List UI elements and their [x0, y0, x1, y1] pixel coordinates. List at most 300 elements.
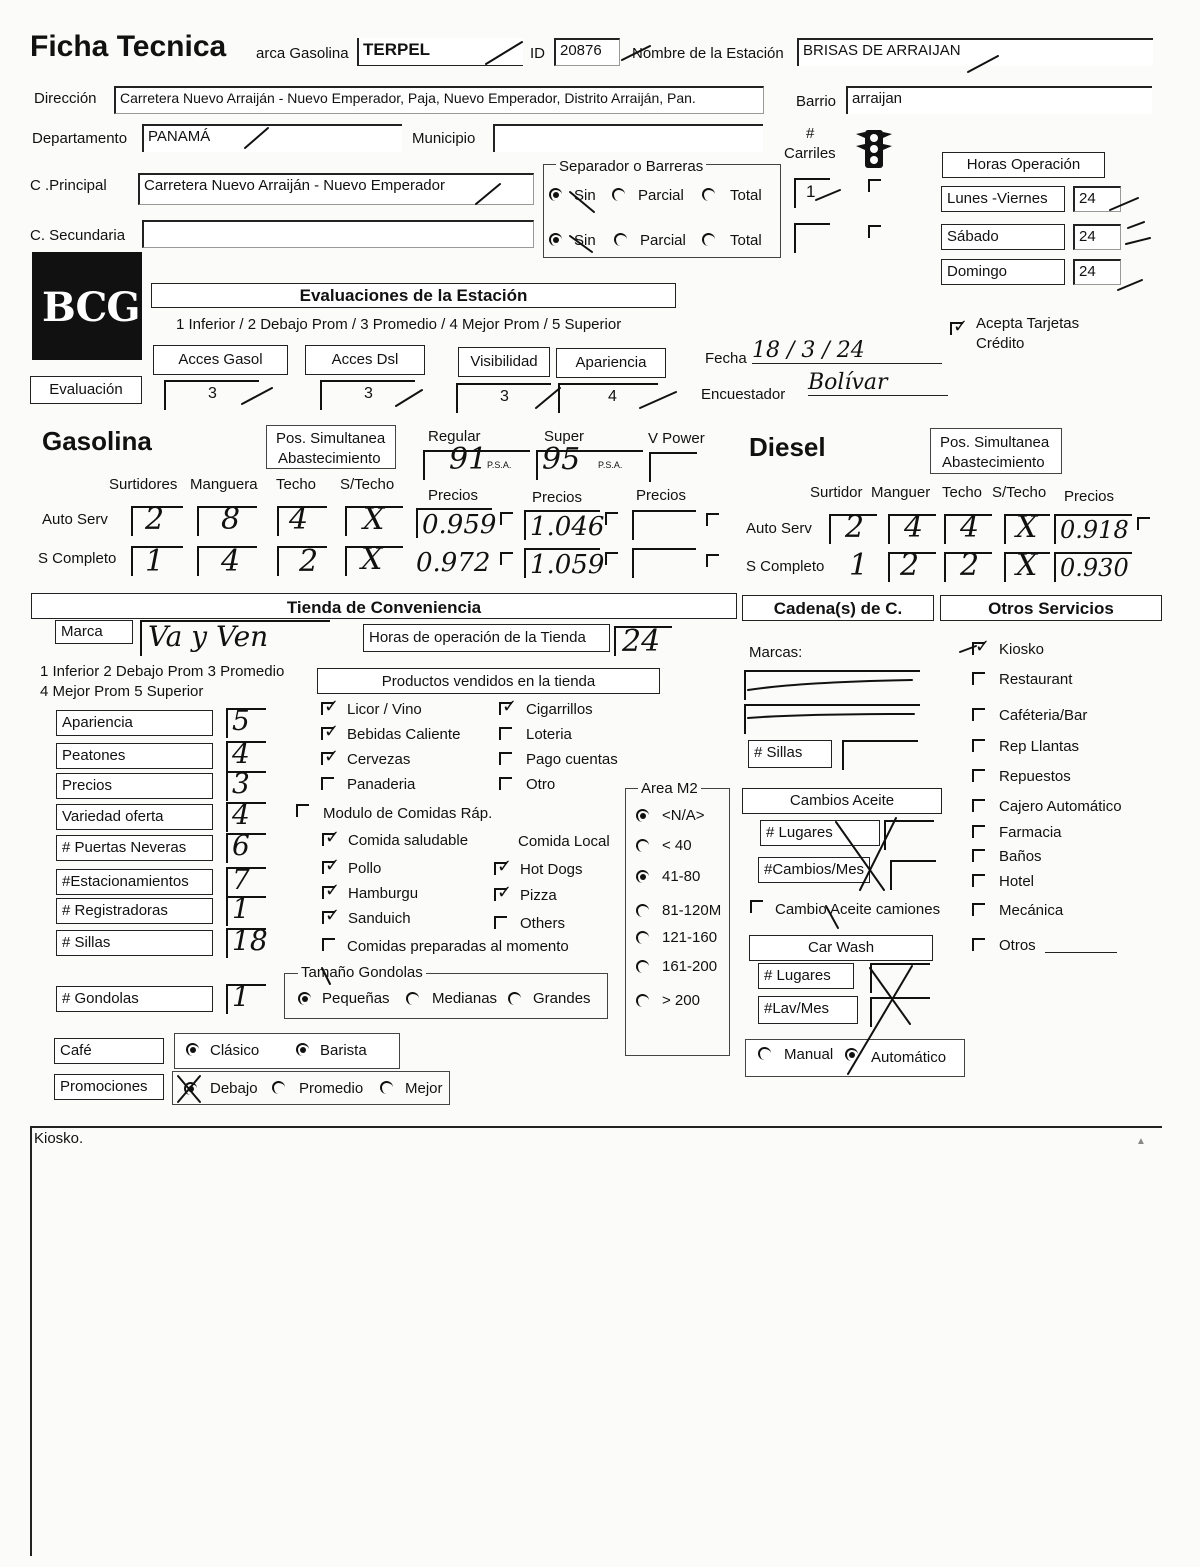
tienda-horas-field[interactable]	[614, 624, 672, 659]
carwash-lav-field[interactable]	[870, 997, 930, 1027]
pen-mark	[1126, 222, 1150, 244]
acces-dsl-label: Acces Dsl	[305, 345, 425, 375]
fecha-label: Fecha	[705, 350, 747, 367]
producto-right-checkbox-0[interactable]	[499, 702, 512, 715]
promociones-label: Promociones	[54, 1074, 164, 1100]
area-radio-0[interactable]	[636, 809, 649, 822]
dsl-sc-manguera-value: 2	[900, 548, 920, 583]
area-radio-6[interactable]	[636, 994, 649, 1007]
producto-left-label-3: Panaderia	[347, 776, 416, 793]
gas-sc-super-check[interactable]	[605, 552, 618, 565]
gas-auto-stecho[interactable]	[345, 502, 403, 537]
gas-sc-stecho[interactable]	[345, 542, 403, 577]
principal-sin-label: Sin	[574, 187, 596, 204]
dsl-auto-manguera[interactable]	[888, 510, 936, 545]
diesel-title: Diesel	[749, 432, 826, 462]
tienda-marca-value: Va y Ven	[148, 620, 269, 653]
acepta-tarjetas-label: Acepta Tarjetas	[976, 315, 1080, 332]
carriles-secundaria-field[interactable]	[794, 223, 830, 253]
area-label-1: < 40	[662, 837, 692, 854]
cadena-sillas-label: # Sillas	[748, 740, 832, 768]
super-psa-text: P.S.A.	[598, 460, 623, 470]
aceite-lugares-label: # Lugares	[760, 820, 880, 846]
cadena-sillas-field[interactable]	[842, 740, 918, 770]
otros-checkbox-10[interactable]	[972, 938, 985, 951]
dsl-auto-surtidor-value: 2	[845, 510, 865, 545]
otros-label-5: Cajero Automático	[999, 798, 1122, 815]
dsl-auto-techo[interactable]	[944, 510, 992, 545]
otros-checkbox-3[interactable]	[972, 739, 985, 752]
cadena-title: Cadena(s) de C.	[742, 595, 934, 621]
acces-gasol-label: Acces Gasol	[153, 345, 288, 375]
producto-left-label-1: Bebidas Caliente	[347, 726, 461, 743]
vpower-label: V Power	[648, 430, 705, 447]
car-wash-title: Car Wash	[749, 935, 933, 961]
gas-auto-serv-label: Auto Serv	[42, 511, 108, 528]
gas-auto-manguera-value: 8	[221, 502, 241, 537]
otros-checkbox-4[interactable]	[972, 769, 985, 782]
principal-total-radio[interactable]	[702, 188, 715, 201]
cafe-barista-radio[interactable]	[296, 1043, 309, 1056]
comida-right-label-0: Hot Dogs	[520, 861, 583, 878]
nombre-estacion-label: Nombre de la Estación	[632, 45, 784, 62]
gas-auto-regular-check[interactable]	[500, 512, 513, 525]
metric-value-0: 5	[232, 704, 250, 737]
metric-label-5: #Estacionamientos	[56, 869, 213, 895]
gas-sc-vpower-check[interactable]	[706, 554, 719, 567]
gas-auto-vpower-check[interactable]	[706, 513, 719, 526]
promo-promedio-radio[interactable]	[272, 1081, 285, 1094]
dsl-sc-techo[interactable]	[944, 548, 992, 583]
vpower-precios-label: Precios	[636, 487, 687, 504]
tienda-scale-2: 4 Mejor Prom 5 Superior	[40, 683, 204, 700]
promo-mejor-label: Mejor	[405, 1080, 443, 1097]
direccion-field[interactable]: Carretera Nuevo Arraiján - Nuevo Emperador, Paja, Nuevo Emperador, Distrito Arraiján, Pan.	[114, 86, 764, 114]
marcas-label: Marcas:	[749, 644, 803, 661]
departamento-label: Departamento	[32, 130, 128, 147]
producto-right-checkbox-2[interactable]	[499, 752, 512, 765]
producto-left-checkbox-0[interactable]	[321, 702, 334, 715]
separador-label: Separador o Barreras	[556, 158, 706, 175]
dsl-pos-simultanea-2: Abastecimiento	[942, 454, 1045, 471]
apariencia-eval-label: Apariencia	[556, 348, 666, 378]
principal-parcial-radio[interactable]	[612, 188, 625, 201]
carriles-principal-field[interactable]	[794, 178, 830, 208]
otros-label-2: Caféteria/Bar	[999, 707, 1088, 724]
otros-label-1: Restaurant	[999, 671, 1073, 688]
cafe-label: Café	[54, 1038, 164, 1064]
secundaria-sin-radio[interactable]	[549, 233, 562, 246]
otros-label-3: Rep Llantas	[999, 738, 1080, 755]
area-label-3: 81-120M	[662, 902, 722, 919]
visibilidad-field[interactable]	[456, 383, 551, 413]
gondola-grandes-radio[interactable]	[508, 992, 521, 1005]
metric-label-0: Apariencia	[56, 710, 213, 736]
gas-auto-surtidores-value: 2	[145, 502, 165, 537]
encuestador-value[interactable]: Bolívar	[808, 370, 948, 396]
producto-right-label-3: Otro	[526, 776, 556, 793]
evaluacion-label: Evaluación	[30, 376, 142, 404]
otros-label-6: Farmacia	[999, 824, 1062, 841]
gas-sc-techo[interactable]	[277, 544, 327, 579]
secundaria-total-radio[interactable]	[702, 233, 715, 246]
carwash-manual-label: Manual	[784, 1046, 834, 1063]
metric-label-4: # Puertas Neveras	[56, 835, 213, 861]
dsl-auto-precio[interactable]	[1054, 514, 1132, 544]
gondola-medianas-radio[interactable]	[406, 992, 419, 1005]
gas-auto-vpower-precio[interactable]	[632, 510, 696, 540]
producto-left-label-2: Cervezas	[347, 751, 411, 768]
producto-left-label-0: Licor / Vino	[347, 701, 422, 718]
departamento-field[interactable]: PANAMÁ	[142, 124, 402, 152]
metric-label-3: Variedad oferta	[56, 804, 213, 830]
otros-label-8: Hotel	[999, 873, 1035, 890]
gas-sc-regular-precio[interactable]	[414, 548, 492, 578]
fecha-value[interactable]: 18 / 3 / 24	[752, 338, 942, 364]
tienda-horas-label: Horas de operación de la Tienda	[363, 624, 610, 652]
area-radio-2[interactable]	[636, 870, 649, 883]
carwash-lugares-label: # Lugares	[758, 963, 854, 989]
gas-pos-simultanea-2: Abastecimiento	[278, 450, 381, 467]
secundaria-total-label: Total	[730, 232, 762, 249]
gondola-medianas-label: Medianas	[432, 990, 498, 1007]
evaluaciones-title: Evaluaciones de la Estación	[151, 283, 676, 308]
nombre-estacion-field[interactable]: BRISAS DE ARRAIJAN	[797, 38, 1153, 66]
cafe-clasico-radio[interactable]	[186, 1043, 199, 1056]
metric-label-2: Precios	[56, 773, 213, 799]
metric-value-6: 1	[232, 892, 250, 925]
metric-value-5: 7	[232, 863, 250, 896]
horas-sabado-label: Sábado	[941, 224, 1065, 250]
marca-gasolina-label: arca Gasolina	[256, 45, 349, 62]
apariencia-eval-field[interactable]	[558, 383, 658, 413]
horas-domingo-field[interactable]: 24	[1073, 259, 1121, 285]
comida-left-checkbox-2[interactable]	[322, 886, 335, 899]
area-radio-3[interactable]	[636, 904, 649, 917]
marca-2-field[interactable]	[744, 704, 920, 734]
comida-local-label: Comida Local	[518, 833, 610, 850]
metric-field-8[interactable]	[226, 980, 266, 1014]
otros-checkbox-9[interactable]	[972, 903, 985, 916]
dsl-pos-simultanea-1: Pos. Simultanea	[940, 434, 1050, 451]
area-label-2: 41-80	[662, 868, 701, 885]
acepta-tarjetas-label-2: Crédito	[976, 335, 1025, 352]
id-label: ID	[530, 45, 545, 62]
otros-checkbox-6[interactable]	[972, 825, 985, 838]
dsl-auto-check[interactable]	[1137, 517, 1150, 530]
gas-sc-stecho-value: X	[361, 542, 383, 577]
gas-col-stecho: S/Techo	[340, 476, 395, 493]
promo-mejor-radio[interactable]	[380, 1081, 393, 1094]
carriles-principal-value: 1	[806, 182, 816, 201]
tienda-marca-label: Marca	[55, 620, 133, 644]
cambio-camiones-label: Cambio Aceite camiones	[775, 901, 941, 918]
dsl-col-stecho: S/Techo	[992, 484, 1047, 501]
dsl-col-manguer: Manguer	[871, 484, 931, 501]
metric-field-6[interactable]	[226, 892, 266, 926]
otros-label-7: Baños	[999, 848, 1042, 865]
otros-checkbox-0[interactable]	[972, 642, 985, 655]
regular-psa-text: P.S.A.	[487, 460, 512, 470]
tienda-horas-value: 24	[622, 624, 661, 659]
semaforo-secundaria-checkbox[interactable]	[868, 225, 881, 238]
horas-lunes-field[interactable]: 24	[1073, 186, 1121, 212]
area-label-5: 161-200	[662, 958, 718, 975]
dsl-sc-precio[interactable]	[1054, 552, 1132, 582]
carwash-lugares-field[interactable]	[870, 963, 930, 993]
secundaria-parcial-radio[interactable]	[614, 233, 627, 246]
dsl-sc-stecho[interactable]	[1004, 548, 1050, 583]
dsl-col-precios: Precios	[1064, 488, 1115, 505]
metric-field-3[interactable]	[226, 798, 266, 832]
dsl-sc-precio-value: 0.930	[1060, 554, 1129, 582]
gas-sc-techo-value: 2	[299, 544, 319, 579]
notes-text: Kiosko.	[34, 1130, 84, 1147]
producto-right-checkbox-1[interactable]	[499, 727, 512, 740]
acces-dsl-value: 3	[364, 385, 373, 402]
c-secundaria-field[interactable]	[142, 220, 534, 248]
metric-value-8: 1	[232, 980, 250, 1013]
producto-left-checkbox-1[interactable]	[321, 727, 334, 740]
dsl-sc-surtidor[interactable]	[829, 548, 877, 583]
c-principal-field[interactable]: Carretera Nuevo Arraiján - Nuevo Emperador	[138, 173, 534, 205]
carriles-hash: #	[806, 125, 815, 142]
scroll-up-icon[interactable]: ▲	[1136, 1136, 1146, 1147]
otros-label-9: Mecánica	[999, 902, 1064, 919]
cafe-clasico-label: Clásico	[210, 1042, 260, 1059]
secundaria-parcial-label: Parcial	[640, 232, 686, 249]
secundaria-sin-label: Sin	[574, 232, 596, 249]
metric-field-2[interactable]	[226, 767, 266, 801]
carwash-automatico-label: Automático	[871, 1049, 947, 1066]
producto-right-checkbox-3[interactable]	[499, 777, 512, 790]
pen-mark	[1118, 280, 1142, 290]
gas-pos-simultanea-1: Pos. Simultanea	[276, 430, 386, 447]
cambios-aceite-title: Cambios Aceite	[742, 788, 942, 814]
dsl-sc-stecho-value: X	[1016, 548, 1038, 583]
encuestador-label: Encuestador	[701, 386, 786, 403]
horas-operacion-title: Horas Operación	[942, 152, 1105, 178]
comidas-preparadas-label: Comidas preparadas al momento	[347, 938, 569, 955]
otros-checkbox-1[interactable]	[972, 672, 985, 685]
metric-field-4[interactable]	[226, 829, 266, 863]
cambios-mes-label: #Cambios/Mes	[758, 857, 870, 883]
gas-sc-manguera-value: 4	[221, 544, 241, 579]
id-field[interactable]: 20876	[554, 38, 620, 66]
gas-auto-regular-precio-value: 0.959	[422, 510, 497, 540]
cafe-barista-label: Barista	[320, 1042, 367, 1059]
comida-right-checkbox-2[interactable]	[494, 916, 507, 929]
promo-debajo-radio[interactable]	[184, 1082, 197, 1095]
area-radio-4[interactable]	[636, 931, 649, 944]
dsl-auto-manguera-value: 4	[904, 510, 924, 545]
gas-sc-surtidores[interactable]	[131, 544, 183, 579]
otros-title: Otros Servicios	[940, 595, 1162, 621]
acces-gasol-field[interactable]	[164, 380, 259, 410]
modulo-comidas-checkbox[interactable]	[296, 804, 309, 817]
principal-parcial-label: Parcial	[638, 187, 684, 204]
barrio-field[interactable]: arraijan	[846, 86, 1152, 114]
gondola-grandes-label: Grandes	[533, 990, 591, 1007]
comida-left-label-1: Pollo	[348, 860, 382, 877]
direccion-label: Dirección	[34, 90, 97, 107]
comida-left-label-3: Sanduich	[348, 910, 411, 927]
principal-total-label: Total	[730, 187, 762, 204]
vpower-octane-field[interactable]	[649, 452, 697, 482]
bcg-logo	[32, 252, 142, 360]
otros-checkbox-7[interactable]	[972, 849, 985, 862]
gas-auto-techo[interactable]	[277, 502, 327, 537]
regular-label: Regular	[428, 428, 481, 445]
marca-gasolina-field[interactable]: TERPEL	[357, 38, 523, 66]
dsl-sc-techo-value: 2	[960, 548, 980, 583]
regular-precios-label: Precios	[428, 487, 479, 504]
producto-left-checkbox-3[interactable]	[321, 777, 334, 790]
c-secundaria-label: C. Secundaria	[30, 227, 126, 244]
otros-checkbox-5[interactable]	[972, 799, 985, 812]
carwash-automatico-radio[interactable]	[845, 1048, 858, 1061]
otros-label-10: Otros	[999, 937, 1036, 954]
acces-dsl-field[interactable]	[320, 380, 415, 410]
gas-sc-vpower-precio[interactable]	[632, 548, 696, 578]
regular-octane-field[interactable]	[423, 442, 530, 480]
otros-checkbox-8[interactable]	[972, 874, 985, 887]
gasolina-title: Gasolina	[42, 426, 152, 456]
metric-value-1: 4	[232, 737, 250, 770]
page-title: Ficha Tecnica	[30, 30, 227, 63]
dsl-auto-serv-label: Auto Serv	[746, 520, 812, 537]
gas-sc-regular-check[interactable]	[500, 552, 513, 565]
super-octane-value: 95	[542, 442, 581, 477]
area-radio-5[interactable]	[636, 960, 649, 973]
gas-auto-techo-value: 4	[289, 502, 309, 537]
metric-value-3: 4	[232, 798, 250, 831]
metric-value-4: 6	[232, 829, 250, 862]
carwash-lav-label: #Lav/Mes	[758, 996, 858, 1024]
gas-sc-super-precio-value: 1.059	[530, 550, 605, 580]
comida-right-label-1: Pizza	[520, 887, 557, 904]
otros-label-0: Kiosko	[999, 641, 1045, 658]
dsl-sc-surtidor-value: 1	[849, 548, 869, 583]
acces-gasol-value: 3	[208, 385, 217, 402]
dsl-col-techo: Techo	[942, 484, 983, 501]
gas-sc-regular-precio-value: 0.972	[416, 548, 491, 578]
cambio-camiones-checkbox[interactable]	[750, 900, 763, 913]
dsl-auto-surtidor[interactable]	[829, 510, 877, 545]
producto-left-checkbox-2[interactable]	[321, 752, 334, 765]
dsl-auto-stecho[interactable]	[1004, 510, 1050, 545]
promo-debajo-label: Debajo	[210, 1080, 258, 1097]
gas-auto-manguera[interactable]	[197, 502, 257, 537]
gas-col-manguera: Manguera	[190, 476, 258, 493]
dsl-col-surtidor: Surtidor	[810, 484, 863, 501]
dsl-sc-manguera[interactable]	[888, 548, 936, 583]
dsl-s-completo-label: S Completo	[746, 558, 825, 575]
gas-col-surtidores: Surtidores	[109, 476, 178, 493]
cambios-mes-field[interactable]	[890, 860, 936, 890]
super-precios-label: Precios	[532, 489, 583, 506]
super-label: Super	[544, 428, 585, 445]
c-principal-label: C .Principal	[30, 177, 107, 194]
tienda-title: Tienda de Conveniencia	[31, 593, 737, 619]
barrio-label: Barrio	[796, 93, 837, 110]
principal-sin-radio[interactable]	[549, 188, 562, 201]
horas-lunes-label: Lunes -Viernes	[941, 186, 1065, 212]
area-m2-group	[625, 788, 730, 1056]
producto-right-label-0: Cigarrillos	[526, 701, 593, 718]
productos-title: Productos vendidos en la tienda	[317, 668, 660, 694]
promo-promedio-label: Promedio	[299, 1080, 364, 1097]
comida-left-checkbox-1[interactable]	[322, 861, 335, 874]
aceite-lugares-field[interactable]	[884, 820, 934, 850]
area-m2-title: Area M2	[638, 780, 701, 797]
metric-field-0[interactable]	[226, 704, 266, 738]
comida-left-label-2: Hamburgu	[348, 885, 419, 902]
gas-sc-manguera[interactable]	[197, 544, 257, 579]
area-radio-1[interactable]	[636, 839, 649, 852]
metric-label-1: Peatones	[56, 743, 213, 769]
comida-left-checkbox-0[interactable]	[322, 833, 335, 846]
gondola-pequenas-radio[interactable]	[298, 992, 311, 1005]
comidas-preparadas-checkbox[interactable]	[322, 938, 335, 951]
gas-col-techo: Techo	[276, 476, 317, 493]
horas-sabado-field[interactable]: 24	[1073, 224, 1121, 250]
comida-left-label-0: Comida saludable	[348, 832, 469, 849]
area-label-0: <N/A>	[662, 807, 705, 824]
otros-label-4: Repuestos	[999, 768, 1071, 785]
carriles-label: Carriles	[784, 145, 836, 162]
dsl-auto-stecho-value: X	[1016, 510, 1038, 545]
metric-label-7: # Sillas	[56, 930, 213, 956]
otros-especificar-line[interactable]	[1045, 952, 1117, 953]
municipio-field[interactable]	[493, 124, 763, 152]
metric-value-7: 18	[232, 924, 268, 957]
comida-left-checkbox-3[interactable]	[322, 911, 335, 924]
metric-field-7[interactable]	[226, 924, 268, 958]
evaluaciones-scale: 1 Inferior / 2 Debajo Prom / 3 Promedio / 4 Mejor Prom / 5 Superior	[176, 316, 622, 333]
visibilidad-value: 3	[500, 388, 509, 405]
comida-right-checkbox-0[interactable]	[494, 862, 507, 875]
gas-auto-regular-precio[interactable]	[416, 508, 497, 540]
visibilidad-label: Visibilidad	[458, 347, 550, 377]
carwash-manual-radio[interactable]	[758, 1047, 771, 1060]
marca-1-field[interactable]	[744, 670, 920, 700]
traffic-light-icon	[854, 128, 894, 170]
metric-label-6: # Registradoras	[56, 898, 213, 924]
comida-right-label-2: Others	[520, 915, 566, 932]
otros-checkbox-2[interactable]	[972, 708, 985, 721]
tienda-marca-field[interactable]	[140, 620, 330, 656]
modulo-comidas-label: Modulo de Comidas Ráp.	[323, 805, 493, 822]
producto-right-label-2: Pago cuentas	[526, 751, 618, 768]
gas-sc-super-precio[interactable]	[524, 548, 605, 580]
comida-right-checkbox-1[interactable]	[494, 888, 507, 901]
gas-auto-surtidores[interactable]	[131, 502, 183, 537]
producto-right-label-1: Loteria	[526, 726, 572, 743]
gas-auto-super-precio[interactable]	[524, 510, 605, 542]
bcg-logo-text: BCG	[42, 284, 140, 331]
notes-area[interactable]	[30, 1126, 1162, 1556]
semaforo-principal-checkbox[interactable]	[868, 179, 881, 192]
gas-sc-surtidores-value: 1	[145, 544, 165, 579]
acepta-tarjetas-checkbox[interactable]	[950, 322, 963, 335]
metric-value-2: 3	[232, 767, 250, 800]
area-label-4: 121-160	[662, 929, 718, 946]
gas-auto-super-check[interactable]	[605, 512, 618, 525]
gas-auto-super-precio-value: 1.046	[530, 512, 605, 542]
municipio-label: Municipio	[412, 130, 476, 147]
super-octane-field[interactable]	[536, 442, 643, 480]
